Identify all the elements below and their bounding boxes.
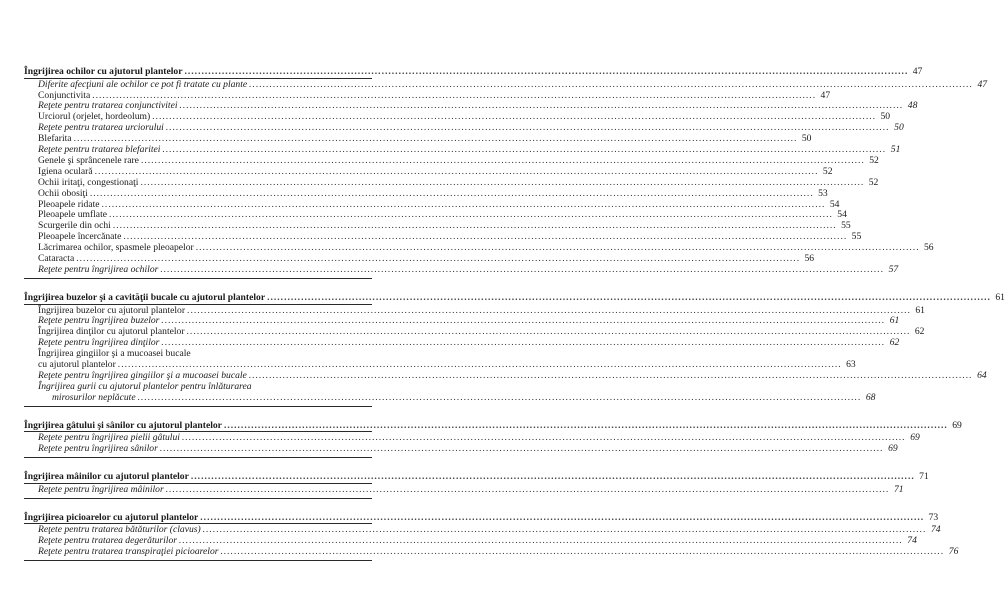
dot-leader bbox=[191, 471, 915, 483]
page-number: 50 bbox=[801, 133, 812, 145]
page-number: 63 bbox=[846, 359, 856, 371]
entry-title: Îngrijirea mâinilor cu ajutorul plantelor bbox=[24, 471, 189, 483]
entry-title: Ochii obosiţi bbox=[38, 187, 88, 199]
page-number: 62 bbox=[889, 337, 900, 349]
dot-leader bbox=[267, 292, 991, 304]
entry-title: Conjunctivita bbox=[38, 89, 91, 101]
dot-leader bbox=[138, 393, 862, 404]
page-number: 48 bbox=[907, 100, 918, 112]
page-number: 50 bbox=[880, 111, 891, 123]
toc-section bbox=[24, 419, 962, 458]
entry-title: Reţete pentru tratarea urciorului bbox=[38, 122, 164, 134]
entry-title: Îngrijirea dinţilor cu ajutorul plantelor bbox=[38, 326, 185, 338]
dot-leader bbox=[160, 265, 884, 276]
page-number: 52 bbox=[868, 176, 879, 188]
page-number: 56 bbox=[804, 253, 815, 265]
entry-title: Îngrijirea picioarelor cu ajutorul plantelor bbox=[24, 511, 199, 523]
entry-title: Îngrijirea gâtului şi sânilor cu ajutorul plantelor bbox=[24, 419, 222, 431]
entry-title: Reţete pentru îngrijirea dinţilor bbox=[38, 337, 160, 349]
page-number: 73 bbox=[928, 511, 939, 523]
page-number: 47 bbox=[912, 66, 923, 77]
section-heading[interactable] bbox=[24, 471, 929, 484]
page-number: 74 bbox=[931, 524, 941, 536]
entry-title: Reţete pentru îngrijirea buzelor bbox=[38, 315, 160, 327]
entry-title: Îngrijirea ochilor cu ajutorul plantelor bbox=[24, 66, 183, 77]
dot-leader bbox=[220, 547, 944, 558]
page-number: 64 bbox=[977, 369, 987, 381]
entry-title: Reţete pentru tratarea transpiraţiei picioarelor bbox=[38, 545, 219, 557]
entry-title: Pleoapele ridate bbox=[38, 198, 100, 210]
toc-entry[interactable] bbox=[24, 391, 876, 404]
entry-title: Pleoapele încercănate bbox=[38, 231, 122, 243]
page-number: 55 bbox=[851, 231, 862, 243]
toc-entry[interactable] bbox=[24, 443, 898, 455]
page-number: 76 bbox=[948, 545, 959, 557]
entry-title: Îngrijirea buzelor şi a cavităţii bucale cu ajutorul plantelor bbox=[24, 291, 266, 303]
dot-leader bbox=[160, 444, 884, 455]
entry-title: Reţete pentru tratarea bătăturilor (clavus) bbox=[38, 524, 201, 536]
section-heading[interactable] bbox=[24, 511, 939, 525]
entry-title: Igiena oculară bbox=[38, 165, 93, 177]
page-number: 55 bbox=[841, 220, 851, 232]
entry-title: Genele şi sprâncenele rare bbox=[38, 154, 139, 166]
page-number: 61 bbox=[915, 304, 925, 316]
section-heading[interactable] bbox=[24, 66, 923, 79]
toc-section bbox=[24, 471, 929, 499]
entry-title: mirosurilor neplăcute bbox=[52, 391, 136, 403]
entry-title: Cataracta bbox=[38, 253, 75, 265]
entry-title: Urciorul (orjelet, hordeolum) bbox=[38, 111, 151, 123]
dot-leader bbox=[249, 371, 973, 382]
entry-title: Îngrijirea gingiilor şi a mucoasei bucale bbox=[38, 348, 191, 360]
toc-entry[interactable] bbox=[24, 483, 904, 496]
entry-title: Îngrijirea buzelor cu ajutorul plantelor bbox=[38, 304, 186, 316]
entry-title: Scurgerile din ochi bbox=[38, 220, 111, 232]
page-number: 61 bbox=[995, 291, 1005, 303]
dot-leader bbox=[249, 80, 973, 91]
toc-section bbox=[24, 291, 1005, 407]
entry-title: Diferite afecţiuni ale ochilor ce pot fi tratate cu plante bbox=[38, 78, 248, 90]
entry-title: cu ajutorul plantelor bbox=[38, 359, 116, 371]
page-number: 74 bbox=[907, 535, 917, 547]
page-number: 47 bbox=[977, 78, 988, 90]
dot-leader bbox=[90, 189, 814, 200]
entry-title: Reţete pentru tratarea conjunctivitei bbox=[38, 100, 178, 112]
dot-leader bbox=[184, 66, 908, 78]
dot-leader bbox=[166, 485, 890, 496]
page-number: 52 bbox=[869, 154, 879, 166]
entry-title: Reţete pentru îngrijirea sânilor bbox=[38, 443, 158, 455]
page-number: 61 bbox=[889, 315, 900, 327]
section-heading[interactable] bbox=[24, 291, 1005, 305]
page-number: 71 bbox=[919, 471, 929, 483]
entry-title: Reţete pentru tratarea degerăturilor bbox=[38, 535, 177, 547]
entry-title: Lăcrimarea ochilor, spasmele pleoapelor bbox=[38, 242, 194, 254]
dot-leader bbox=[161, 338, 885, 349]
page-number: 54 bbox=[837, 209, 847, 221]
entry-title: Îngrijirea gurii cu ajutorul plantelor pentru înlăturarea bbox=[38, 380, 252, 392]
page-number: 54 bbox=[829, 198, 840, 210]
page-number: 53 bbox=[818, 187, 828, 199]
page-number: 52 bbox=[822, 165, 833, 177]
entry-title: Reţete pentru tratarea blefaritei bbox=[38, 144, 161, 156]
section-heading[interactable] bbox=[24, 419, 962, 433]
dot-leader bbox=[224, 420, 948, 432]
page-number: 68 bbox=[865, 391, 876, 403]
page-number: 51 bbox=[890, 144, 901, 156]
toc-section bbox=[24, 511, 959, 561]
entry-title: Reţete pentru îngrijirea mâinilor bbox=[38, 483, 164, 495]
dot-leader bbox=[200, 512, 924, 524]
entry-title: Reţete pentru îngrijirea ochilor bbox=[38, 264, 159, 275]
toc-entry[interactable] bbox=[24, 78, 988, 91]
entry-title: Reţete pentru îngrijirea gingiilor şi a mucoasei bucale bbox=[38, 369, 247, 381]
entry-title: Blefarita bbox=[38, 133, 72, 145]
toc-entry[interactable] bbox=[24, 545, 959, 558]
page-number: 57 bbox=[888, 264, 899, 275]
page-number: 47 bbox=[820, 89, 831, 101]
page-number: 69 bbox=[910, 432, 920, 444]
entry-title: Reţete pentru îngrijirea pielii gâtului bbox=[38, 432, 180, 444]
toc-section bbox=[24, 66, 988, 279]
table-of-contents bbox=[24, 66, 1005, 561]
toc-entry[interactable] bbox=[24, 264, 899, 276]
page-number: 71 bbox=[893, 483, 904, 495]
page-number: 69 bbox=[952, 419, 962, 431]
toc-entry[interactable] bbox=[24, 187, 828, 200]
page-number: 69 bbox=[888, 443, 898, 455]
page-number: 50 bbox=[894, 122, 904, 134]
entry-title: Ochii iritaţi, congestionaţi bbox=[38, 176, 139, 188]
page-number: 62 bbox=[914, 326, 925, 338]
entry-title: Pleoapele umflate bbox=[38, 209, 107, 221]
page-number: 56 bbox=[924, 242, 934, 254]
